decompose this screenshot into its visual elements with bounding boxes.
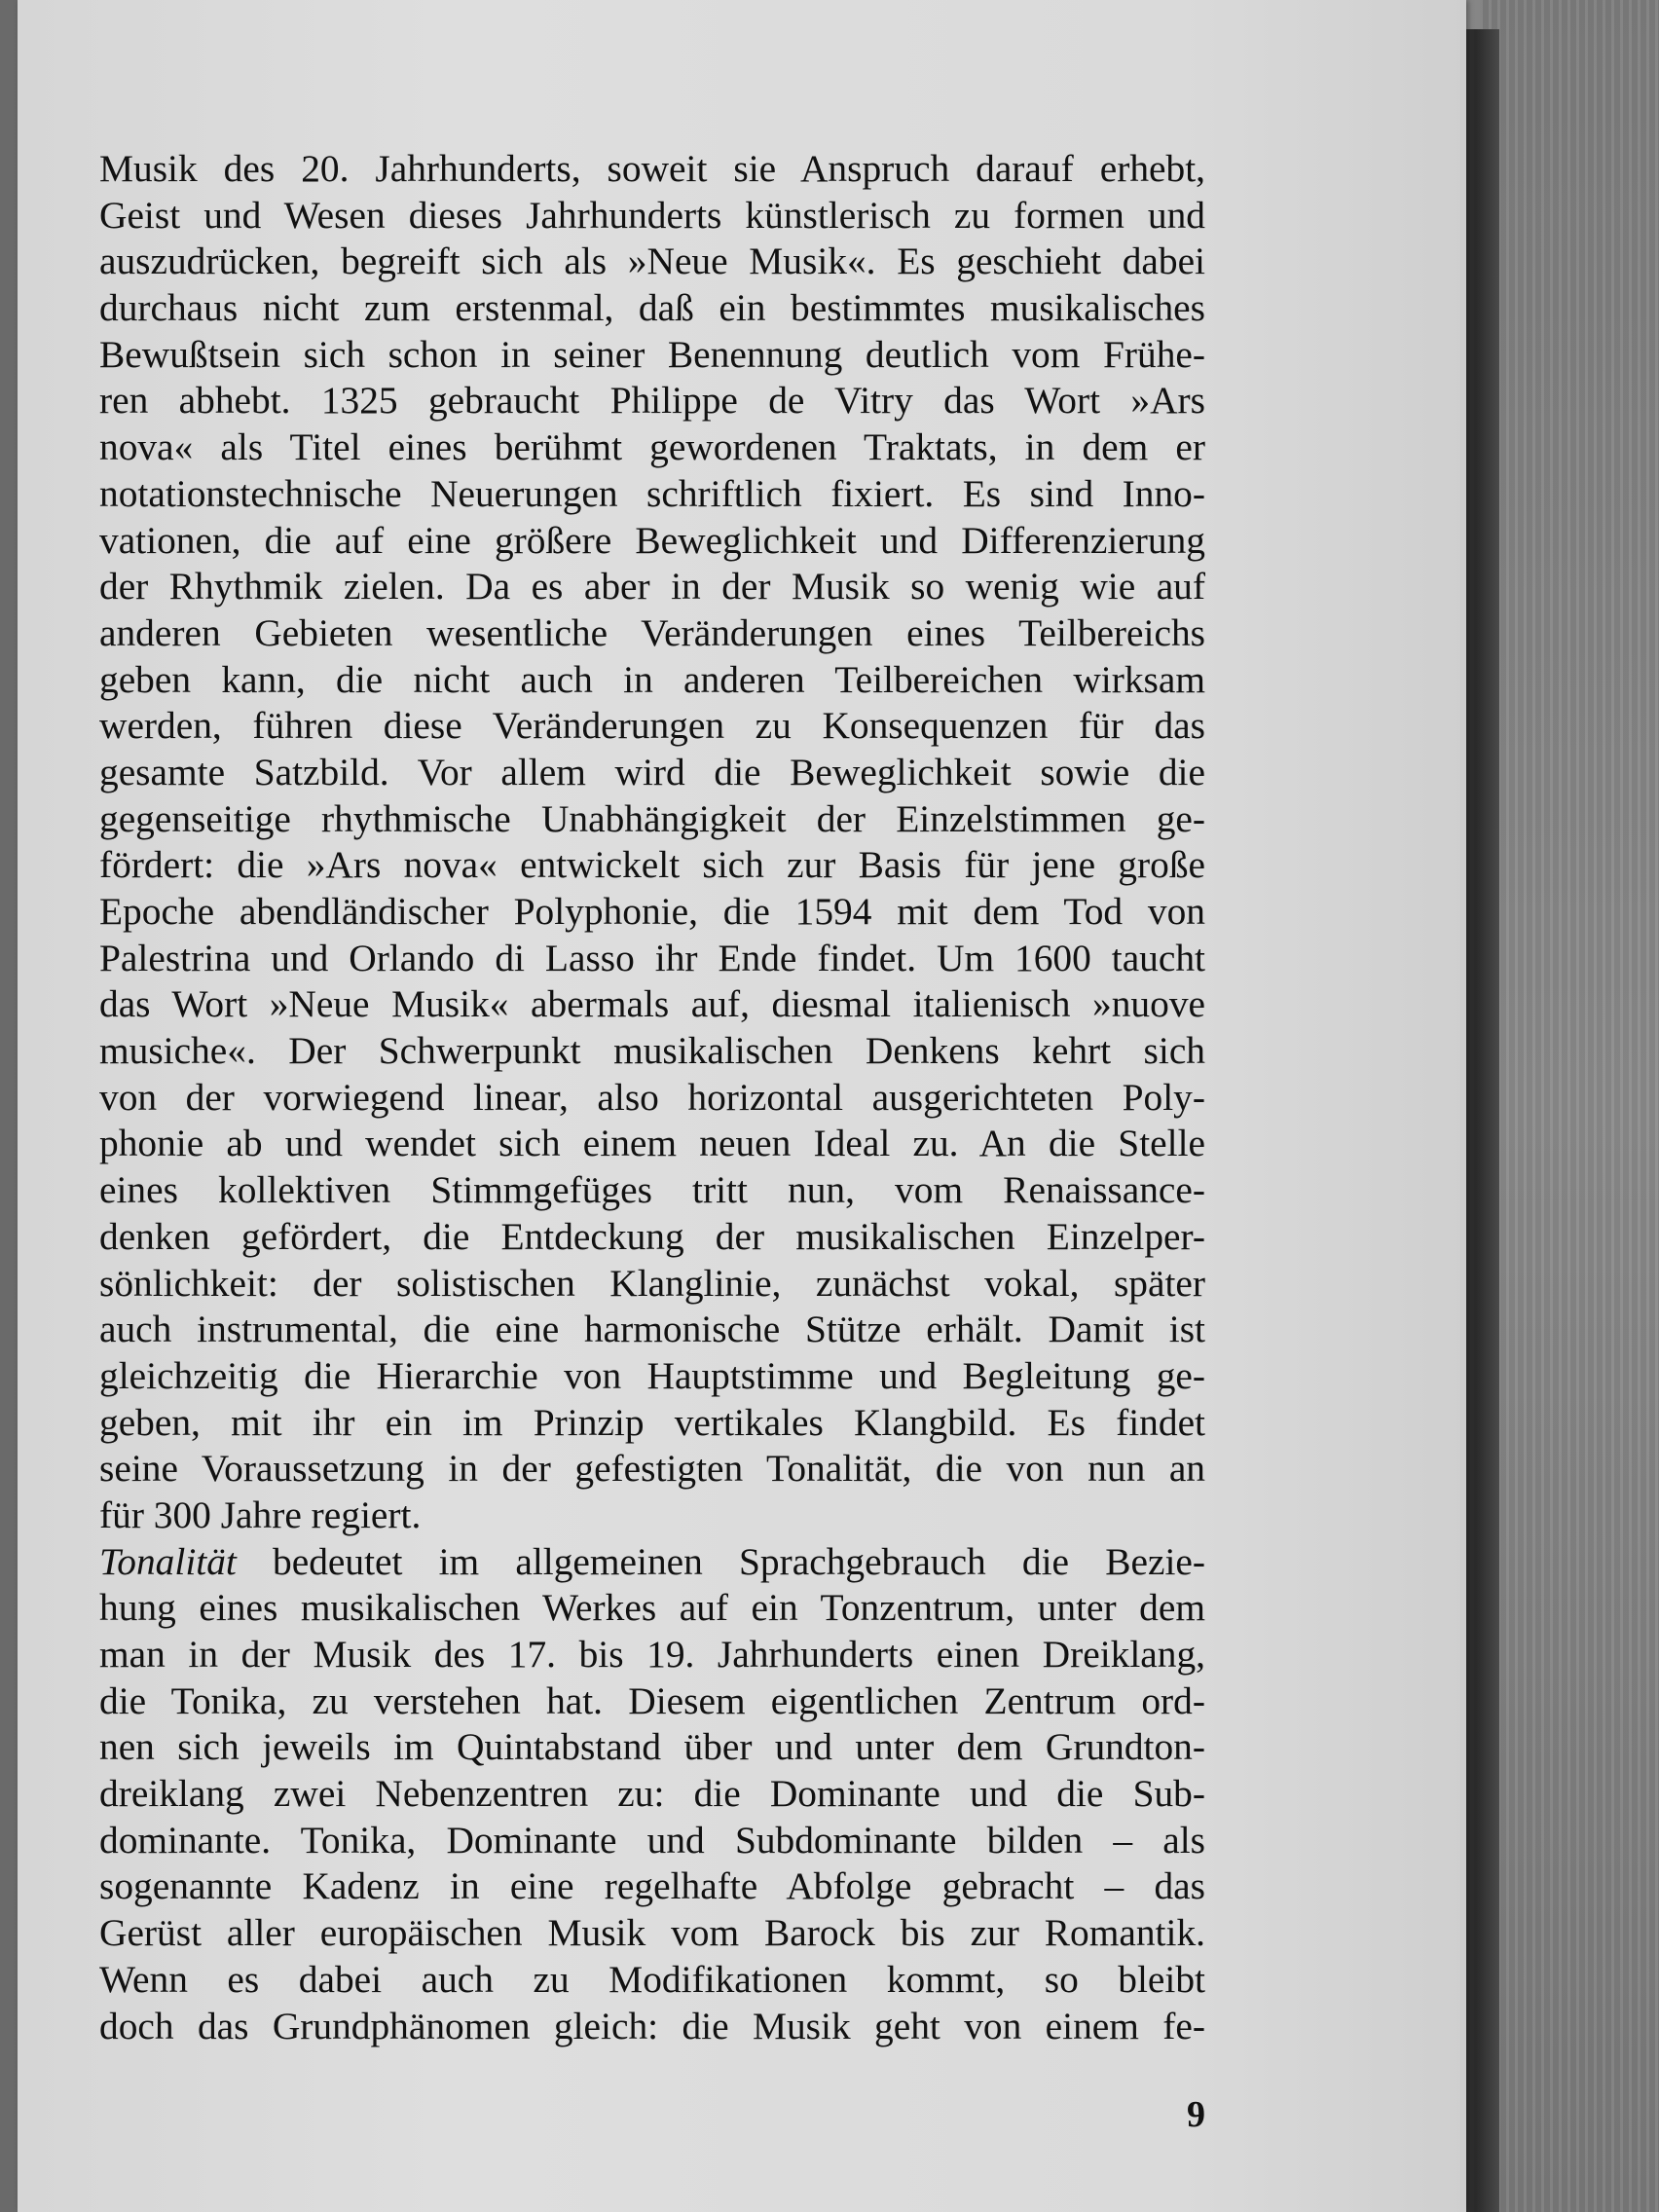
page-number: 9 xyxy=(1187,2094,1205,2135)
text-line: ren abhebt. 1325 gebraucht Philippe de Vitry das Wort »Ars xyxy=(99,379,1205,423)
text-line: durchaus nicht zum erstenmal, daß ein bestimmtes musikalisches xyxy=(99,286,1205,330)
text-line: sönlichkeit: der solistischen Klanglinie, zunächst vokal, später xyxy=(99,1261,1205,1305)
text-line: hung eines musikalischen Werkes auf ein Tonzentrum, unter dem xyxy=(99,1586,1205,1630)
text-line: nova« als Titel eines berühmt gewordenen Traktats, in dem er xyxy=(99,425,1205,469)
text-line: auszudrücken, begreift sich als »Neue Musik«. Es geschieht dabei xyxy=(99,240,1205,283)
text-line: vationen, die auf eine größere Beweglichkeit und Differenzierung xyxy=(99,518,1205,562)
text-line: dreiklang zwei Nebenzentren zu: die Dominante und die Sub- xyxy=(99,1772,1205,1816)
text-line: gegenseitige rhythmische Unabhängigkeit der Einzelstimmen ge- xyxy=(99,796,1205,840)
text-line: eines kollektiven Stimmgefüges tritt nun, vom Renaissance- xyxy=(99,1168,1205,1212)
text-line: werden, führen diese Veränderungen zu Konsequenzen für das xyxy=(99,704,1205,748)
text-line: gesamte Satzbild. Vor allem wird die Beweglichkeit sowie die xyxy=(99,750,1205,793)
italic-term: Tonalität xyxy=(99,1539,237,1583)
text-line: die Tonika, zu verstehen hat. Diesem eigentlichen Zentrum ord- xyxy=(99,1678,1205,1722)
text-line: doch das Grundphänomen gleich: die Musik geht von einem fe- xyxy=(99,2004,1205,2047)
text-line: denken gefördert, die Entdeckung der musikalischen Einzelper- xyxy=(99,1214,1205,1258)
text-line: auch instrumental, die eine harmonische Stütze erhält. Damit ist xyxy=(99,1308,1205,1351)
text-line: man in der Musik des 17. bis 19. Jahrhunderts einen Dreiklang, xyxy=(99,1633,1205,1676)
text-line: von der vorwiegend linear, also horizontal ausgerichteten Poly- xyxy=(99,1075,1205,1119)
text-line: geben kann, die nicht auch in anderen Teilbereichen wirksam xyxy=(99,657,1205,701)
text-line: der Rhythmik zielen. Da es aber in der Musik so wenig wie auf xyxy=(99,565,1205,608)
text-line: anderen Gebieten wesentliche Veränderungen eines Teilbereichs xyxy=(99,610,1205,654)
text-line: notationstechnische Neuerungen schriftlich fixiert. Es sind Inno- xyxy=(99,471,1205,515)
text-line: Epoche abendländischer Polyphonie, die 1594 mit dem Tod von xyxy=(99,890,1205,933)
text-line: musiche«. Der Schwerpunkt musikalischen Denkens kehrt sich xyxy=(99,1029,1205,1073)
background-texture xyxy=(1480,0,1659,2212)
text-line: Musik des 20. Jahrhunderts, soweit sie Anspruch darauf erhebt, xyxy=(99,147,1205,190)
text-line: seine Voraussetzung in der gefestigten Tonalität, die von nun an xyxy=(99,1447,1205,1491)
text-line: gleichzeitig die Hierarchie von Hauptstimme und Begleitung ge- xyxy=(99,1353,1205,1397)
text-line: phonie ab und wendet sich einem neuen Ideal zu. An die Stelle xyxy=(99,1122,1205,1165)
paragraph-start-line xyxy=(99,1539,1205,1586)
text-line: Gerüst aller europäischen Musik vom Barock bis zur Romantik. xyxy=(99,1911,1205,1955)
text-line: für 300 Jahre regiert. xyxy=(99,1493,422,1536)
text-line: fördert: die »Ars nova« entwickelt sich zur Basis für jene große xyxy=(99,843,1205,887)
body-text xyxy=(99,146,1205,2049)
text-line: sogenannte Kadenz in eine regelhafte Abfolge gebracht – das xyxy=(99,1864,1205,1908)
text-line: Geist und Wesen dieses Jahrhunderts künstlerisch zu formen und xyxy=(99,193,1205,237)
text-line: Wenn es dabei auch zu Modifikationen kommt, so bleibt xyxy=(99,1957,1205,2001)
text-line: Palestrina und Orlando di Lasso ihr Ende findet. Um 1600 taucht xyxy=(99,936,1205,979)
text-line: dominante. Tonika, Dominante und Subdominante bilden – als xyxy=(99,1818,1205,1862)
book-page xyxy=(18,0,1466,2212)
book-cover-edge xyxy=(1460,29,1499,2212)
text-line: nen sich jeweils im Quintabstand über und unter dem Grundton- xyxy=(99,1725,1205,1769)
text-line: das Wort »Neue Musik« abermals auf, diesmal italienisch »nuove xyxy=(99,982,1205,1026)
text-line: geben, mit ihr ein im Prinzip vertikales Klangbild. Es findet xyxy=(99,1400,1205,1444)
text-line: Bewußtsein sich schon in seiner Benennung deutlich vom Frühe- xyxy=(99,332,1205,376)
text-fragment: bedeutet im allgemeinen Sprachgebrauch die Bezie- xyxy=(236,1539,1205,1583)
